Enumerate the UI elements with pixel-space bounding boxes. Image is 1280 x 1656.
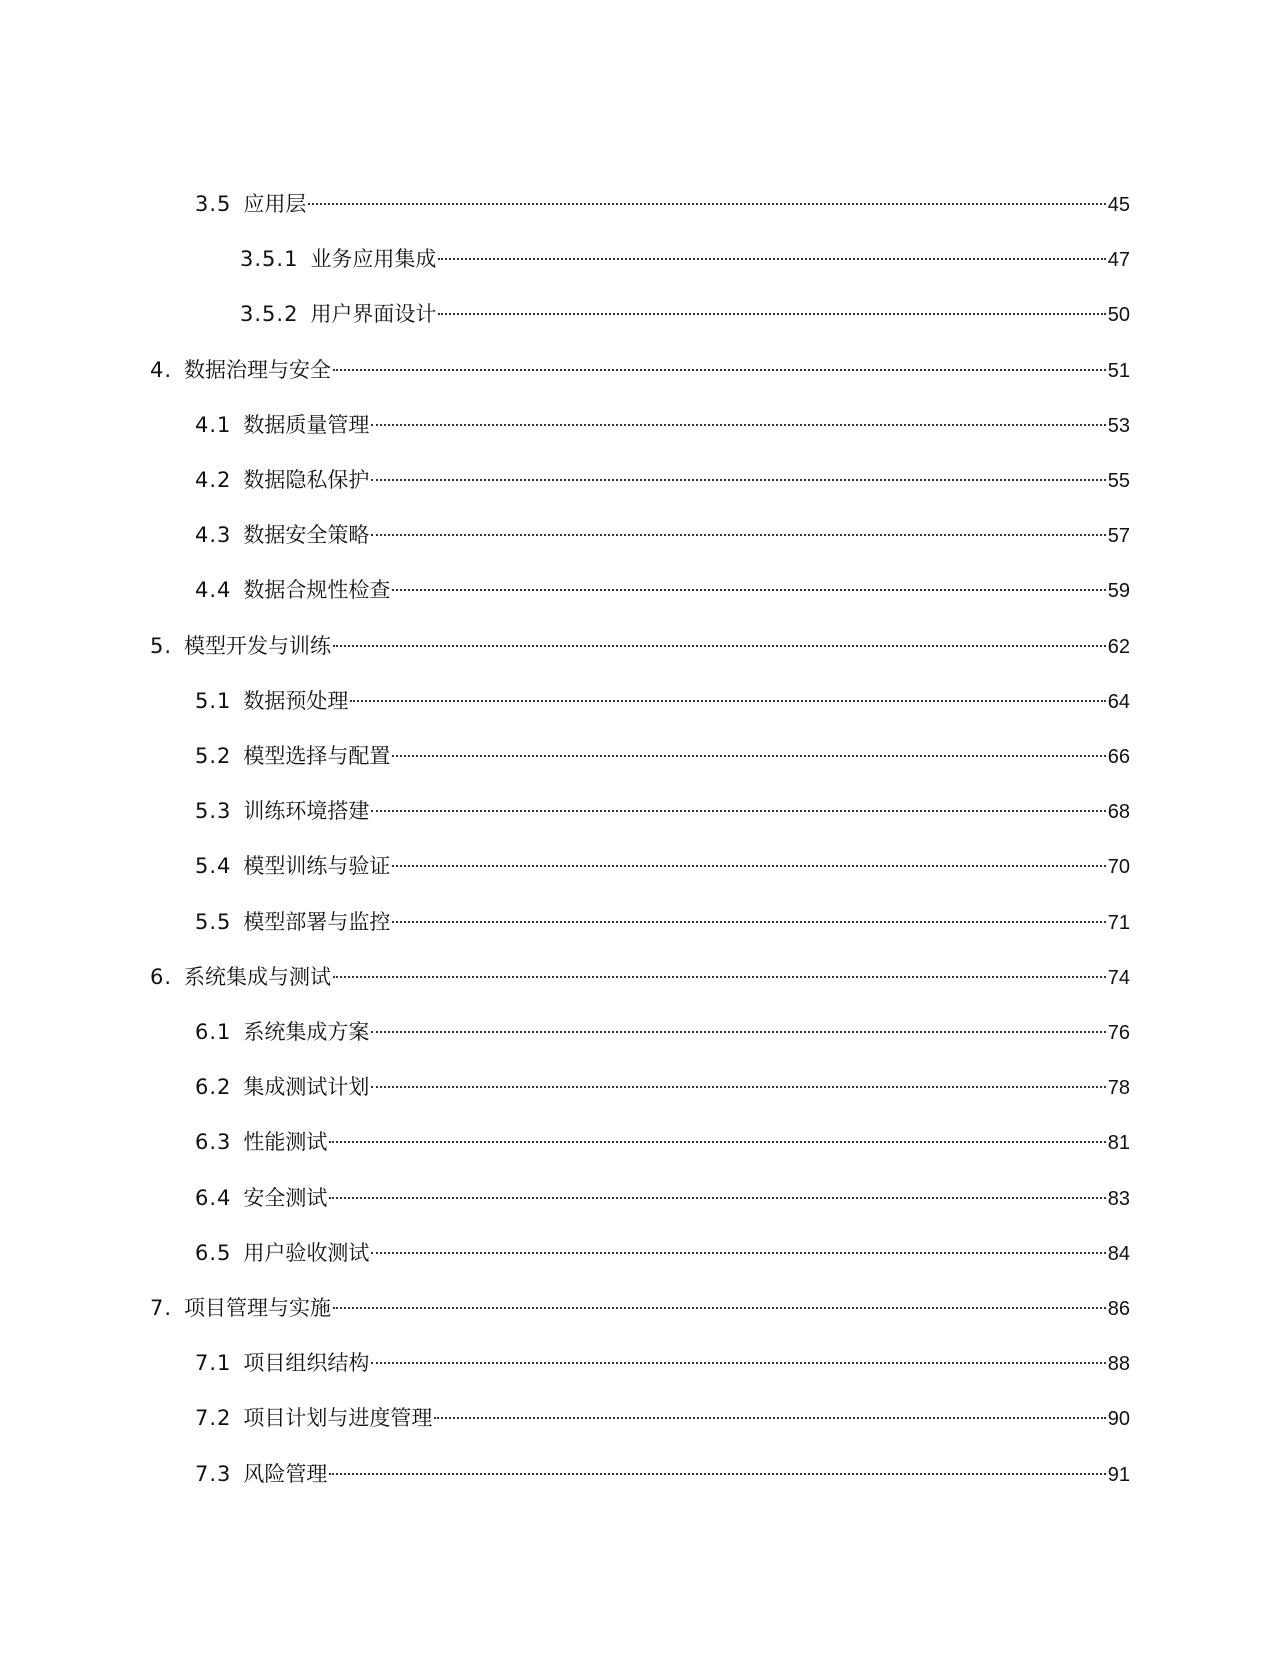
toc-dot-leader: [371, 479, 1105, 481]
toc-dot-leader: [438, 313, 1105, 315]
toc-entry-number: 5.: [150, 634, 173, 658]
toc-entry-page: 84: [1107, 1243, 1130, 1265]
toc-entry-title: 项目管理与实施: [184, 1296, 332, 1320]
toc-entry[interactable]: [195, 1015, 1130, 1049]
toc-entry[interactable]: [195, 408, 1130, 442]
toc-entry-title: 性能测试: [243, 1130, 328, 1154]
toc-entry[interactable]: [240, 297, 1130, 331]
toc-entry-title: 项目组织结构: [243, 1351, 370, 1375]
toc-entry[interactable]: [195, 573, 1130, 607]
toc-entry-number: 4.1: [195, 413, 232, 437]
toc-entry[interactable]: [195, 1181, 1130, 1215]
toc-dot-leader: [438, 258, 1105, 260]
toc-entry-number: 4.3: [195, 523, 232, 547]
toc-entry-page: 70: [1107, 856, 1130, 878]
toc-entry[interactable]: [150, 629, 1130, 663]
toc-entry-page: 78: [1107, 1077, 1130, 1099]
toc-dot-leader: [329, 1197, 1105, 1199]
toc-entry-page: 68: [1107, 801, 1130, 823]
toc-dot-leader: [308, 203, 1105, 205]
toc-entry-page: 83: [1107, 1188, 1130, 1210]
toc-entry[interactable]: [150, 353, 1130, 387]
toc-entry-title: 数据安全策略: [243, 523, 370, 547]
toc-entry-title: 用户验收测试: [243, 1241, 370, 1265]
toc-entry-number: 5.1: [195, 689, 232, 713]
toc-entry-title: 用户界面设计: [310, 302, 437, 326]
toc-entry[interactable]: [195, 1457, 1130, 1491]
toc-entry-number: 4.: [150, 358, 173, 382]
toc-entry[interactable]: [240, 242, 1130, 276]
toc-entry-number: 6.1: [195, 1020, 232, 1044]
toc-entry[interactable]: [195, 794, 1130, 828]
toc-entry-title: 模型选择与配置: [243, 744, 391, 768]
toc-entry-number: 6.3: [195, 1130, 232, 1154]
toc-entry-page: 47: [1107, 249, 1130, 271]
toc-entry-number: 3.5.1: [240, 247, 299, 271]
toc-entry-title: 风险管理: [243, 1462, 328, 1486]
toc-entry-title: 数据治理与安全: [184, 358, 332, 382]
toc-entry-number: 6.4: [195, 1186, 232, 1210]
toc-entry-page: 51: [1107, 360, 1130, 382]
toc-dot-leader: [333, 369, 1106, 371]
toc-entry-title: 系统集成与测试: [184, 965, 332, 989]
toc-entry[interactable]: [195, 739, 1130, 773]
toc-entry-page: 45: [1107, 194, 1130, 216]
toc-entry-number: 7.: [150, 1296, 173, 1320]
toc-dot-leader: [371, 810, 1105, 812]
toc-entry[interactable]: [150, 1291, 1130, 1325]
toc-entry-title: 模型训练与验证: [243, 854, 391, 878]
toc-dot-leader: [371, 534, 1105, 536]
toc-entry-number: 4.2: [195, 468, 232, 492]
toc-entry-number: 5.5: [195, 910, 232, 934]
toc-dot-leader: [434, 1417, 1105, 1419]
toc-dot-leader: [333, 1307, 1106, 1309]
toc-entry-number: 3.5.2: [240, 302, 299, 326]
toc-entry-page: 50: [1107, 304, 1130, 326]
toc-entry-number: 3.5: [195, 192, 232, 216]
toc-entry-title: 应用层: [243, 192, 307, 216]
toc-entry-page: 71: [1107, 912, 1130, 934]
toc-dot-leader: [371, 1252, 1105, 1254]
toc-entry-title: 项目计划与进度管理: [243, 1406, 433, 1430]
toc-entry[interactable]: [195, 1125, 1130, 1159]
toc-entry-title: 模型开发与训练: [184, 634, 332, 658]
toc-entry-page: 59: [1107, 580, 1130, 602]
toc-entry-title: 模型部署与监控: [243, 910, 391, 934]
toc-dot-leader: [371, 1362, 1105, 1364]
toc-entry-page: 90: [1107, 1408, 1130, 1430]
toc-entry[interactable]: [195, 1070, 1130, 1104]
toc-entry-title: 数据质量管理: [243, 413, 370, 437]
toc-entry-page: 57: [1107, 525, 1130, 547]
toc-entry-number: 4.4: [195, 578, 232, 602]
toc-entry-page: 74: [1107, 967, 1130, 989]
toc-entry-page: 88: [1107, 1353, 1130, 1375]
toc-entry-page: 64: [1107, 691, 1130, 713]
toc-dot-leader: [392, 589, 1105, 591]
toc-entry-number: 7.1: [195, 1351, 232, 1375]
toc-dot-leader: [392, 921, 1105, 923]
toc-entry-title: 安全测试: [243, 1186, 328, 1210]
toc-entry-page: 62: [1107, 636, 1130, 658]
toc-entry-title: 数据隐私保护: [243, 468, 370, 492]
toc-entry-page: 81: [1107, 1132, 1130, 1154]
toc-dot-leader: [329, 1473, 1105, 1475]
toc-entry-title: 训练环境搭建: [243, 799, 370, 823]
toc-entry-title: 业务应用集成: [310, 247, 437, 271]
toc-dot-leader: [350, 700, 1105, 702]
toc-dot-leader: [329, 1141, 1105, 1143]
toc-dot-leader: [333, 976, 1106, 978]
toc-entry[interactable]: [195, 187, 1130, 221]
toc-entry[interactable]: [195, 518, 1130, 552]
toc-dot-leader: [392, 865, 1105, 867]
toc-entry-page: 86: [1107, 1298, 1130, 1320]
toc-entry-title: 数据合规性检查: [243, 578, 391, 602]
toc-entry-number: 6.2: [195, 1075, 232, 1099]
toc-entry[interactable]: [150, 960, 1130, 994]
toc-dot-leader: [333, 645, 1106, 647]
toc-entry-number: 6.: [150, 965, 173, 989]
toc-dot-leader: [371, 424, 1105, 426]
toc-entry-page: 55: [1107, 470, 1130, 492]
toc-entry[interactable]: [195, 1401, 1130, 1435]
toc-entry-number: 5.3: [195, 799, 232, 823]
toc-entry[interactable]: [195, 1236, 1130, 1270]
toc-dot-leader: [371, 1031, 1105, 1033]
toc-entry-title: 数据预处理: [243, 689, 349, 713]
toc-entry[interactable]: [195, 1346, 1130, 1380]
toc-entry-number: 7.3: [195, 1462, 232, 1486]
toc-dot-leader: [392, 755, 1105, 757]
toc-entry-number: 5.2: [195, 744, 232, 768]
toc-entry[interactable]: [195, 849, 1130, 883]
toc-entry-page: 91: [1107, 1464, 1130, 1486]
toc-entry-title: 集成测试计划: [243, 1075, 370, 1099]
toc-entry-number: 7.2: [195, 1406, 232, 1430]
toc-entry-page: 66: [1107, 746, 1130, 768]
toc-entry[interactable]: [195, 463, 1130, 497]
toc-entry-number: 5.4: [195, 854, 232, 878]
toc-entry[interactable]: [195, 684, 1130, 718]
toc-entry-title: 系统集成方案: [243, 1020, 370, 1044]
toc-entry[interactable]: [195, 905, 1130, 939]
toc-entry-page: 53: [1107, 415, 1130, 437]
toc-entry-page: 76: [1107, 1022, 1130, 1044]
toc-dot-leader: [371, 1086, 1105, 1088]
toc-entry-number: 6.5: [195, 1241, 232, 1265]
